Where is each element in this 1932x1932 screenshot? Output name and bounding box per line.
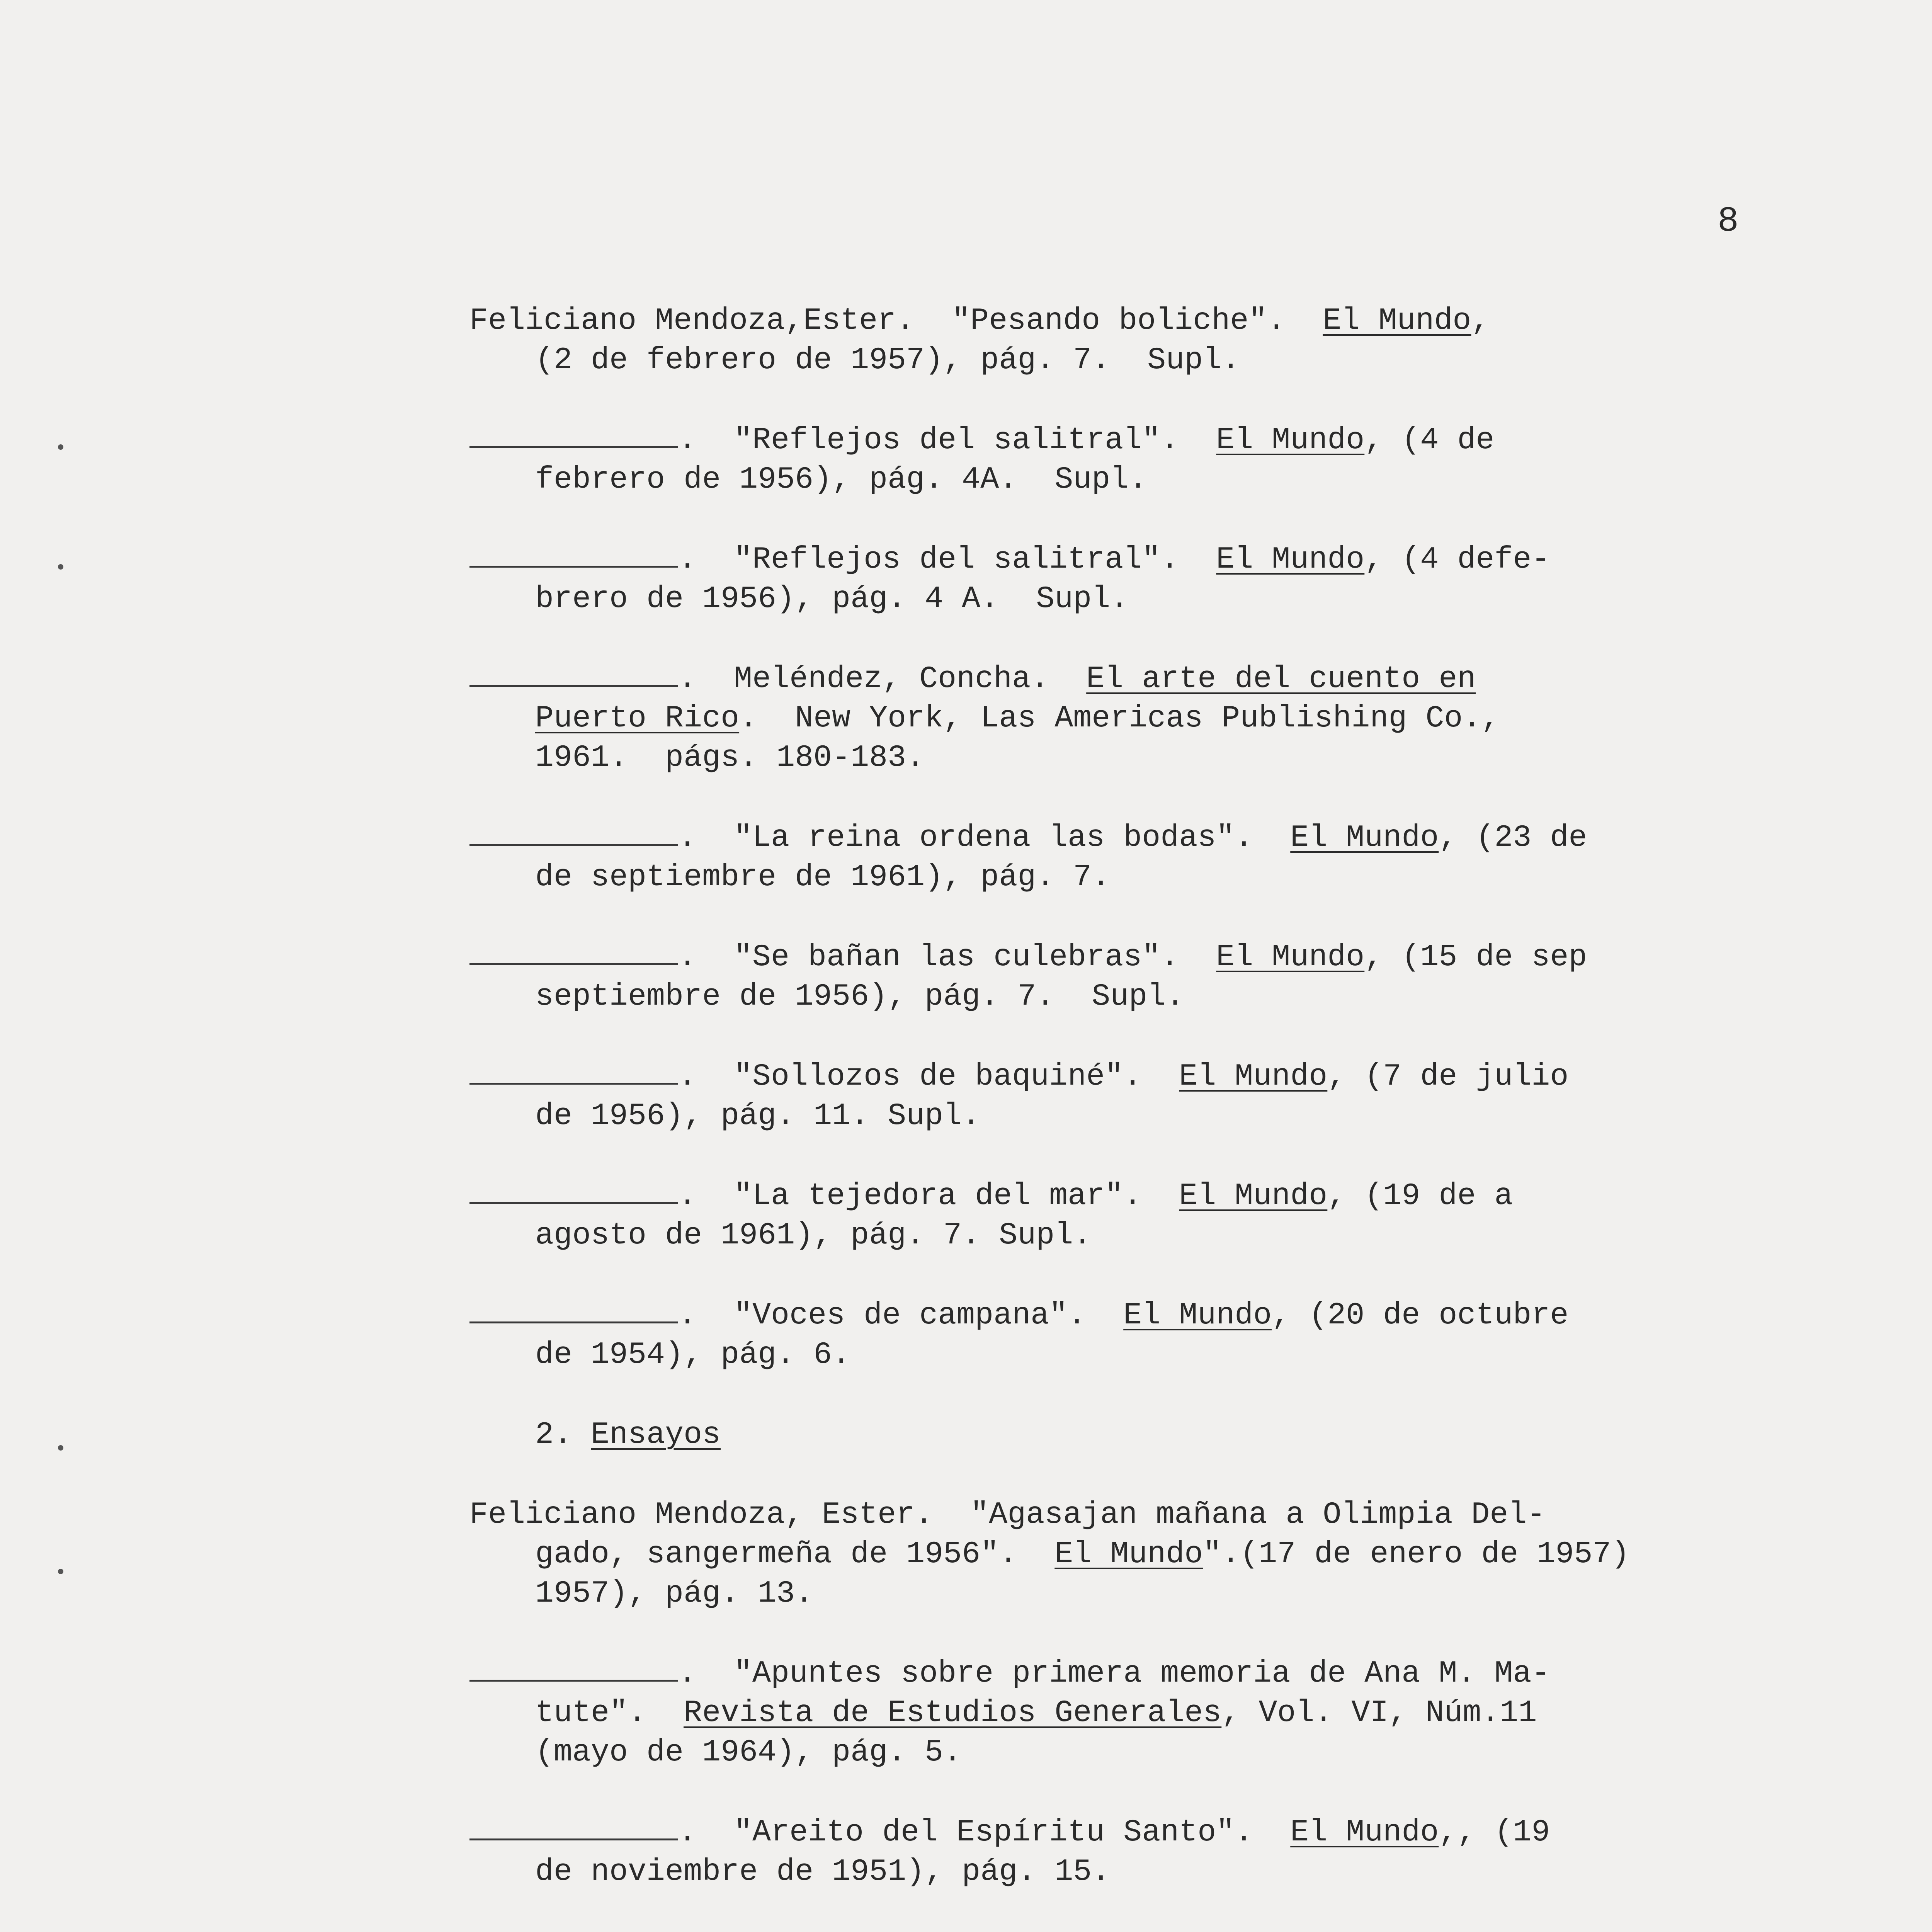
bibliography-entry	[469, 1654, 1772, 1772]
entry-continuation-line	[469, 699, 1772, 738]
entry-first-line	[469, 421, 1772, 460]
entry-continuation-line	[469, 858, 1772, 897]
publication-title: El Mundo	[1290, 820, 1439, 855]
entry-text: , Vol. VI, Núm.11	[1221, 1696, 1537, 1731]
entry-text: , (15 de sep	[1364, 940, 1587, 975]
section-title: Ensayos	[591, 1417, 721, 1452]
ensayos-list	[469, 1495, 1772, 1932]
publication-title: El Mundo	[1216, 542, 1365, 577]
page-number: 8	[1717, 201, 1739, 242]
publication-title: El Mundo	[1323, 303, 1471, 338]
publication-title: Revista de Estudios Generales	[684, 1696, 1222, 1731]
entry-continuation-line	[469, 1535, 1772, 1574]
entry-continuation-line	[469, 1733, 1772, 1772]
paper-speck	[58, 564, 63, 570]
entry-first-line	[469, 1057, 1772, 1097]
publication-title: El Mundo	[1179, 1059, 1328, 1094]
author-repeat-rule	[469, 422, 678, 448]
entry-text: . Meléndez, Concha.	[678, 662, 1087, 697]
paper-speck	[58, 444, 63, 450]
entry-continuation-line	[469, 1852, 1772, 1892]
entry-text: . "La reina ordena las bodas".	[678, 820, 1291, 855]
entry-text: . "Apuntes sobre primera memoria de Ana M. Ma-	[678, 1656, 1550, 1691]
bibliography-entry	[469, 1057, 1772, 1136]
author-repeat-rule	[469, 1178, 678, 1204]
entry-continuation-line	[469, 1335, 1772, 1375]
entry-text: . "Reflejos del salitral".	[678, 423, 1216, 458]
entry-text: . "Se bañan las culebras".	[678, 940, 1216, 975]
author-repeat-rule	[469, 939, 678, 965]
entry-text: de 1956), pág. 11. Supl.	[535, 1099, 981, 1134]
entry-text: 1957), pág. 13.	[535, 1576, 814, 1611]
entry-text: , (23 de	[1439, 820, 1587, 855]
entry-text: . "Voces de campana".	[678, 1298, 1124, 1333]
section-heading	[469, 1415, 1772, 1455]
bibliography-entry	[469, 660, 1772, 778]
entry-text: (mayo de 1964), pág. 5.	[535, 1735, 962, 1770]
paper-speck	[58, 1445, 63, 1451]
entry-text: 1961. págs. 180-183.	[535, 740, 925, 776]
entry-text: (2 de febrero de 1957), pág. 7. Supl.	[535, 343, 1240, 378]
cuentos-list	[469, 301, 1772, 1375]
author-repeat-rule	[469, 1059, 678, 1085]
publication-title: El Mundo	[1179, 1179, 1328, 1214]
entry-first-line	[469, 1654, 1772, 1694]
bibliography-entry	[469, 1495, 1772, 1614]
section-prefix: 2.	[535, 1417, 591, 1452]
entry-first-line	[469, 818, 1772, 858]
entry-continuation-line	[469, 1574, 1772, 1614]
entry-first-line	[469, 540, 1772, 580]
entry-first-line	[469, 1296, 1772, 1335]
entry-text: tute".	[535, 1696, 684, 1731]
publication-title: El Mundo	[1290, 1815, 1439, 1850]
publication-title: El Mundo	[1216, 423, 1365, 458]
entry-text: ,	[1471, 303, 1490, 338]
entry-text: de noviembre de 1951), pág. 15.	[535, 1854, 1111, 1889]
entry-first-line	[469, 301, 1772, 341]
author-repeat-rule	[469, 1815, 678, 1840]
publication-title: El Mundo	[1054, 1537, 1203, 1572]
entry-text: ".(17 de enero de 1957)	[1203, 1537, 1630, 1572]
entry-continuation-line	[469, 341, 1772, 380]
entry-text: , (20 de octubre	[1272, 1298, 1569, 1333]
entry-text: de 1954), pág. 6.	[535, 1337, 851, 1372]
author-repeat-rule	[469, 820, 678, 846]
entry-text: ,, (19	[1439, 1815, 1550, 1850]
entry-first-line	[469, 1495, 1772, 1535]
entry-text: , (4 de	[1364, 423, 1495, 458]
bibliography-entry	[469, 1296, 1772, 1375]
entry-continuation-line	[469, 1216, 1772, 1255]
publication-title: Puerto Rico	[535, 701, 740, 736]
entry-continuation-line	[469, 460, 1772, 500]
bibliography-entry	[469, 818, 1772, 897]
bibliography-entry	[469, 301, 1772, 380]
entry-first-line	[469, 1813, 1772, 1852]
entry-text: brero de 1956), pág. 4 A. Supl.	[535, 582, 1129, 617]
publication-title: El arte del cuento en	[1086, 662, 1476, 697]
entry-first-line	[469, 660, 1772, 699]
entry-continuation-line	[469, 1694, 1772, 1733]
entry-continuation-line	[469, 580, 1772, 619]
entry-text: , (7 de julio	[1327, 1059, 1569, 1094]
entry-text: . "Reflejos del salitral".	[678, 542, 1216, 577]
entry-text: . New York, Las Americas Publishing Co.,	[739, 701, 1500, 736]
author-repeat-rule	[469, 661, 678, 687]
author-repeat-rule	[469, 1656, 678, 1682]
bibliography-entry	[469, 421, 1772, 500]
entry-text: Feliciano Mendoza,Ester. "Pesando boliche".	[469, 303, 1323, 338]
paper-speck	[58, 1569, 63, 1574]
entry-text: , (19 de a	[1327, 1179, 1513, 1214]
entry-text: febrero de 1956), pág. 4A. Supl.	[535, 462, 1148, 497]
author-repeat-rule	[469, 1298, 678, 1323]
entry-first-line	[469, 938, 1772, 977]
author-repeat-rule	[469, 542, 678, 568]
bibliography-entry	[469, 938, 1772, 1017]
entry-text: . "Sollozos de baquiné".	[678, 1059, 1179, 1094]
bibliography-entry	[469, 1177, 1772, 1255]
entry-text: de septiembre de 1961), pág. 7.	[535, 860, 1111, 895]
bibliography-entry	[469, 540, 1772, 619]
entry-continuation-line	[469, 1097, 1772, 1136]
publication-title: El Mundo	[1216, 940, 1365, 975]
entry-text: . "Areito del Espíritu Santo".	[678, 1815, 1291, 1850]
entry-text: gado, sangermeña de 1956".	[535, 1537, 1055, 1572]
entry-continuation-line	[469, 738, 1772, 778]
entry-text: agosto de 1961), pág. 7. Supl.	[535, 1218, 1092, 1253]
bibliography-entry	[469, 1813, 1772, 1892]
entry-first-line	[469, 1177, 1772, 1216]
entry-text: septiembre de 1956), pág. 7. Supl.	[535, 979, 1185, 1014]
entry-text: , (4 defe-	[1364, 542, 1550, 577]
bibliography	[469, 301, 1772, 1932]
entry-text: Feliciano Mendoza, Ester. "Agasajan mañana a Olimpia Del-	[469, 1497, 1546, 1532]
entry-continuation-line	[469, 977, 1772, 1017]
entry-text: . "La tejedora del mar".	[678, 1179, 1179, 1214]
publication-title: El Mundo	[1123, 1298, 1272, 1333]
